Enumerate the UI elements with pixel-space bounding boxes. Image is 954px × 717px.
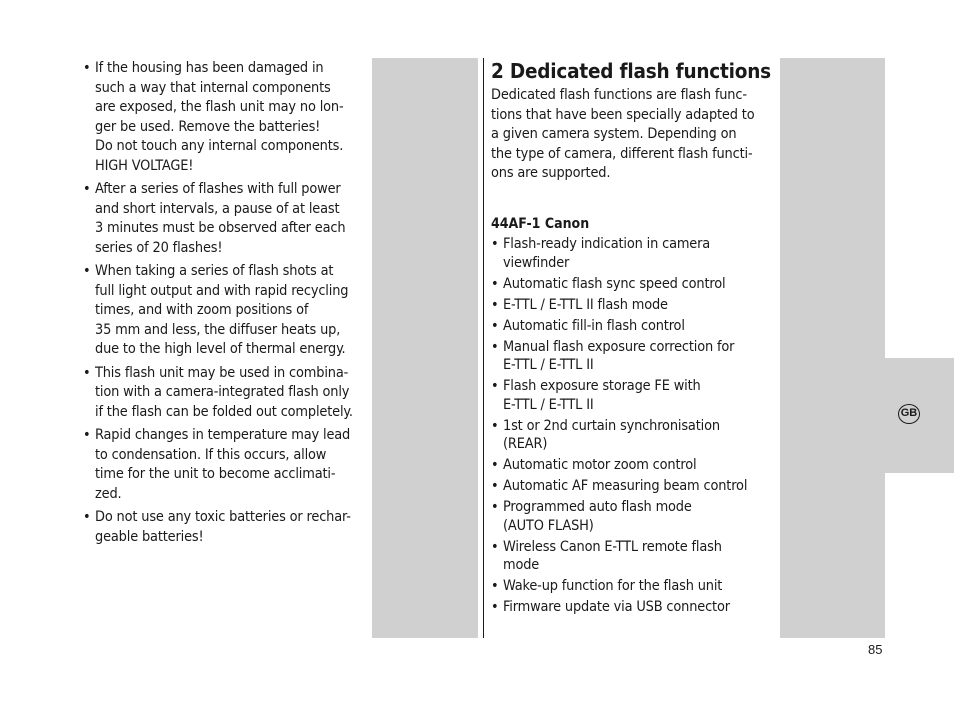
text-line: E-TTL / E-TTL II: [503, 396, 594, 413]
text-line: E-TTL / E-TTL II: [503, 357, 594, 373]
text-line: Flash exposure storage FE with: [503, 378, 701, 394]
intro-line: a given camera system. Depending on: [491, 126, 737, 142]
bullet-glyph: •: [83, 60, 91, 76]
text-line: Manual flash exposure correction for: [503, 338, 735, 355]
bullet-glyph: •: [491, 478, 499, 494]
text-line: Automatic flash sync speed control: [503, 275, 726, 292]
section-heading: 2 Dedicated flash functions: [491, 59, 771, 83]
text-line: If the housing has been damaged in: [95, 60, 324, 76]
feature-list: [491, 235, 781, 617]
bullet-glyph: •: [83, 364, 91, 381]
text-line: Automatic fill-in flash control: [503, 317, 685, 334]
text-line: 1st or 2nd curtain synchronisation: [503, 417, 720, 434]
warning-bullet: [83, 426, 373, 504]
feature-item: [491, 417, 781, 454]
feature-item: [491, 598, 781, 617]
right-column: [491, 59, 781, 617]
intro-line: the type of camera, different flash functi-: [491, 145, 753, 162]
bullet-glyph: •: [83, 427, 91, 443]
language-tab-gb: GB: [898, 404, 920, 424]
text-line: to condensation. If this occurs, allow: [95, 446, 327, 463]
warning-bullet: [83, 508, 373, 547]
bullet-glyph: •: [491, 317, 499, 334]
text-line: 3 minutes must be observed after each: [95, 220, 346, 236]
text-line: and short intervals, a pause of at least: [95, 200, 340, 217]
text-line: full light output and with rapid recycling: [95, 282, 349, 299]
text-line: Programmed auto flash mode: [503, 499, 692, 515]
text-line: due to the high level of thermal energy.: [95, 341, 346, 357]
bullet-glyph: •: [83, 181, 91, 197]
gray-band-left: [372, 58, 478, 638]
text-line: Do not use any toxic batteries or rechar-: [95, 509, 351, 525]
bullet-glyph: •: [491, 457, 499, 473]
feature-item: [491, 296, 781, 315]
text-line: times, and with zoom positions of: [95, 302, 309, 318]
bullet-glyph: •: [83, 509, 91, 525]
text-line: When taking a series of flash shots at: [95, 263, 334, 279]
gray-band-right: [780, 58, 885, 638]
bullet-glyph: •: [491, 578, 499, 594]
feature-item: [491, 477, 781, 496]
text-line: 35 mm and less, the diffuser heats up,: [95, 321, 341, 338]
text-line: Firmware update via USB connector: [503, 599, 730, 615]
bullet-glyph: •: [491, 378, 499, 394]
intro-line: ons are supported.: [491, 165, 611, 181]
text-line: geable batteries!: [95, 528, 204, 545]
text-line: mode: [503, 557, 540, 573]
text-line: if the flash can be folded out completely.: [95, 403, 353, 420]
bullet-glyph: •: [491, 338, 499, 355]
page-number: 85: [868, 642, 883, 657]
feature-item: [491, 456, 781, 475]
warning-bullet: [83, 180, 373, 258]
bullet-glyph: •: [491, 417, 499, 434]
intro-line: tions that have been specially adapted to: [491, 106, 755, 123]
bullet-glyph: •: [83, 263, 91, 279]
feature-item: [491, 538, 781, 575]
bullet-glyph: •: [491, 599, 499, 615]
text-line: Automatic AF measuring beam control: [503, 478, 748, 494]
feature-item: [491, 235, 781, 272]
text-line: Rapid changes in temperature may lead: [95, 427, 351, 443]
feature-item: [491, 577, 781, 596]
warning-bullet: [83, 364, 373, 423]
bullet-glyph: •: [491, 538, 499, 555]
intro-line: Dedicated flash functions are flash func-: [491, 87, 747, 103]
text-line: series of 20 flashes!: [95, 239, 223, 256]
text-line: HIGH VOLTAGE!: [95, 157, 194, 174]
model-subheading: 44AF-1 Canon: [491, 215, 590, 232]
bullet-glyph: •: [491, 275, 499, 292]
section-intro: [491, 86, 781, 184]
warning-bullet: [83, 59, 373, 176]
text-line: are exposed, the flash unit may no lon-: [95, 99, 344, 115]
text-line: Wake-up function for the flash unit: [503, 578, 723, 594]
text-line: Automatic motor zoom control: [503, 457, 697, 473]
feature-item: [491, 338, 781, 375]
column-divider: [483, 58, 484, 638]
feature-item: [491, 317, 781, 336]
text-line: Wireless Canon E-TTL remote flash: [503, 538, 722, 555]
bullet-glyph: •: [491, 499, 499, 515]
text-line: tion with a camera-integrated flash only: [95, 384, 350, 400]
text-line: (REAR): [503, 436, 548, 452]
text-line: ger be used. Remove the batteries!: [95, 118, 321, 135]
feature-item: [491, 377, 781, 414]
text-line: Do not touch any internal components.: [95, 138, 344, 154]
text-line: such a way that internal components: [95, 79, 331, 96]
text-line: (AUTO FLASH): [503, 517, 594, 534]
feature-item: [491, 498, 781, 535]
text-line: Flash-ready indication in camera: [503, 236, 711, 252]
warning-bullet: [83, 262, 373, 360]
left-column: [83, 59, 373, 551]
text-line: zed.: [95, 485, 122, 502]
bullet-glyph: •: [491, 296, 499, 313]
text-line: After a series of flashes with full power: [95, 181, 341, 197]
text-line: viewfinder: [503, 254, 570, 271]
text-line: This flash unit may be used in combina-: [95, 364, 349, 381]
text-line: time for the unit to become acclimati-: [95, 466, 336, 482]
text-line: E-TTL / E-TTL II flash mode: [503, 296, 668, 313]
bullet-glyph: •: [491, 236, 499, 252]
feature-item: [491, 275, 781, 294]
